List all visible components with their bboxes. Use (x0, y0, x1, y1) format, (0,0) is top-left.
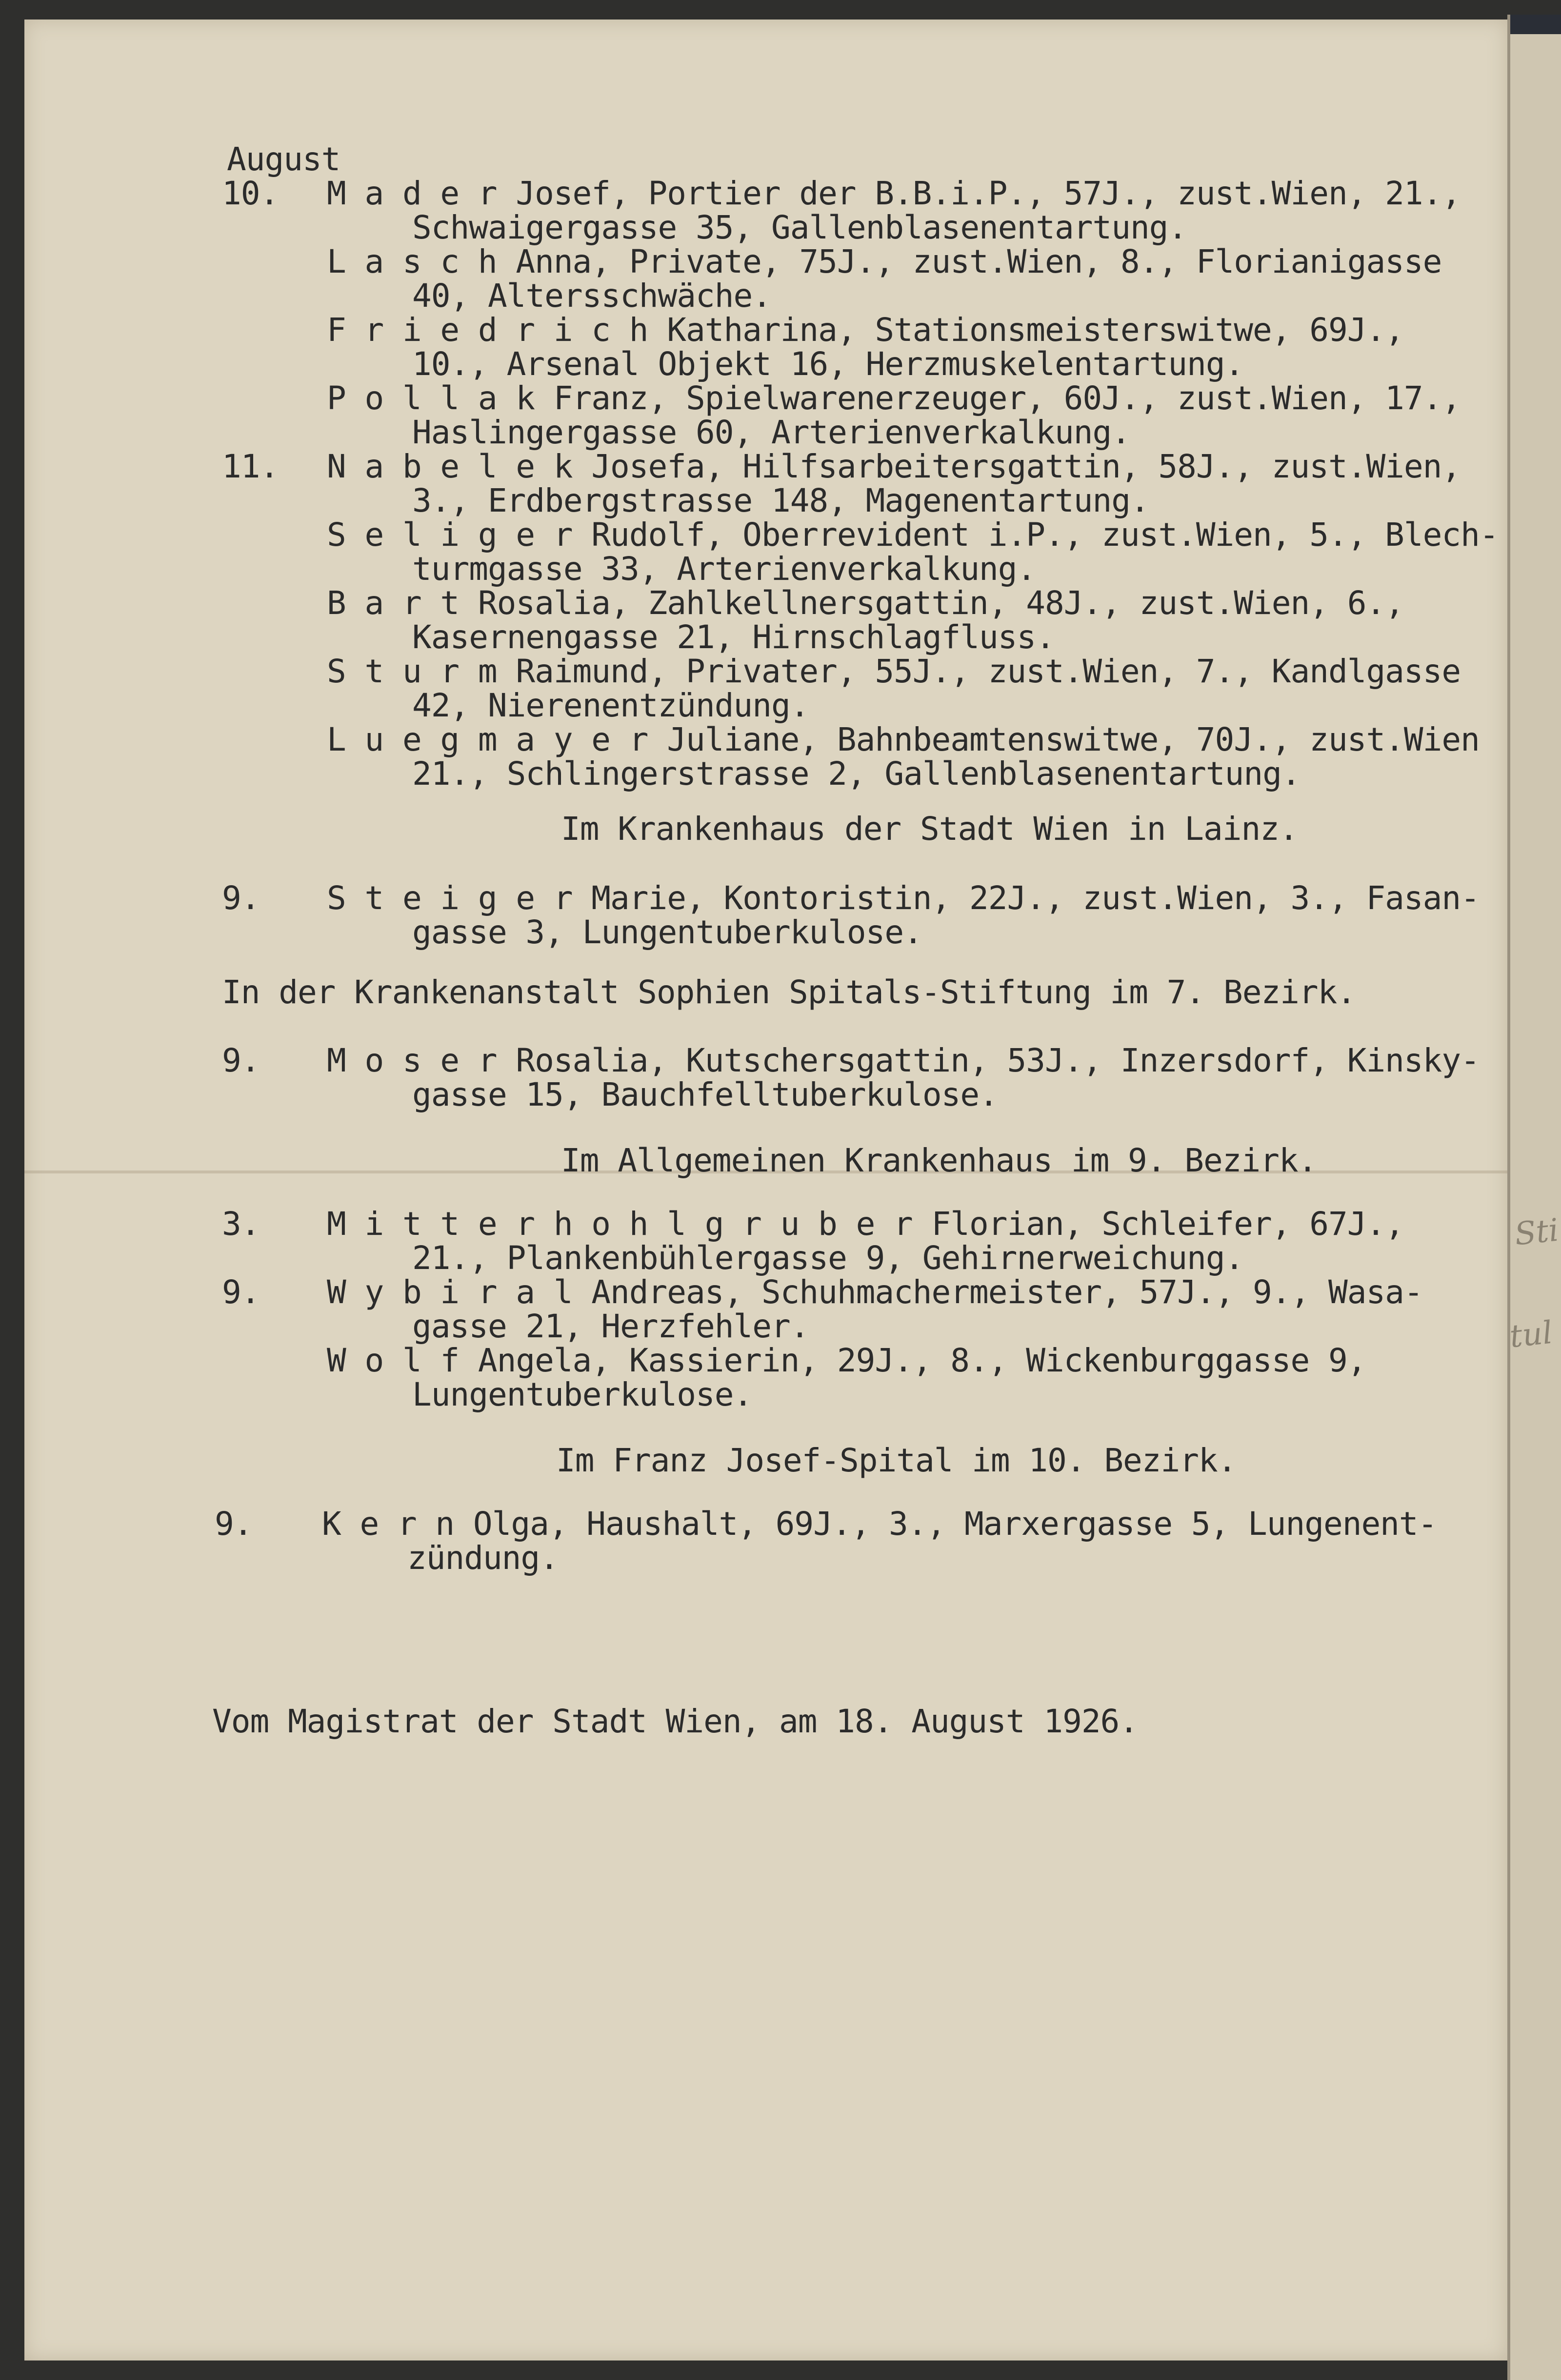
entry-day: 9. (222, 1042, 260, 1079)
entry-line: S t u r m Raimund, Privater, 55J., zust.Wien, 7., Kandlgasse (327, 653, 1461, 690)
section-heading: Im Krankenhaus der Stadt Wien in Lainz. (561, 810, 1298, 848)
entry-line: turmgasse 33, Arterienverkalkung. (412, 550, 1036, 588)
entry-line: zündung. (407, 1539, 559, 1577)
entry-line: Schwaigergasse 35, Gallenblasenentartung. (412, 209, 1187, 246)
entry-day: 9. (222, 1273, 260, 1311)
margin-pencil-mark: Sti (1513, 1212, 1561, 1253)
entry-line: 40, Altersschwäche. (412, 277, 771, 315)
entry-day: 9. (222, 879, 260, 917)
entry-line: M o s e r Rosalia, Kutschersgattin, 53J., Inzersdorf, Kinsky- (327, 1042, 1480, 1079)
entry-line: 10., Arsenal Objekt 16, Herzmuskelentartung. (412, 345, 1244, 383)
entry-line: 42, Nierenentzündung. (412, 687, 809, 724)
entry-line: N a b e l e k Josefa, Hilfsarbeitersgattin, 58J., zust.Wien, (327, 448, 1461, 485)
section-heading: Im Allgemeinen Krankenhaus im 9. Bezirk. (561, 1142, 1317, 1179)
entry-day: 11. (222, 448, 279, 485)
entry-day: 9. (215, 1505, 253, 1543)
entry-day: 10. (222, 175, 279, 212)
entry-line: gasse 21, Herzfehler. (412, 1308, 809, 1345)
month-heading: August (227, 140, 340, 178)
entry-line: gasse 3, Lungentuberkulose. (412, 913, 922, 951)
entry-line: Lungentuberkulose. (412, 1376, 753, 1413)
entry-line: B a r t Rosalia, Zahlkellnersgattin, 48J., zust.Wien, 6., (327, 584, 1404, 622)
entry-line: S e l i g e r Rudolf, Oberrevident i.P., zust.Wien, 5., Blech- (327, 516, 1499, 554)
entry-line: 3., Erdbergstrasse 148, Magenentartung. (412, 482, 1149, 519)
section-heading: In der Krankenanstalt Sophien Spitals-Stiftung im 7. Bezirk. (222, 973, 1356, 1011)
entry-line: Kasernengasse 21, Hirnschlagfluss. (412, 618, 1055, 656)
entry-line: M a d e r Josef, Portier der B.B.i.P., 57J., zust.Wien, 21., (327, 175, 1461, 212)
entry-line: W y b i r a l Andreas, Schuhmachermeister, 57J., 9., Wasa- (327, 1273, 1423, 1311)
entry-line: S t e i g e r Marie, Kontoristin, 22J., zust.Wien, 3., Fasan- (327, 879, 1480, 917)
entry-line: L u e g m a y e r Juliane, Bahnbeamtenswitwe, 70J., zust.Wien (327, 721, 1480, 758)
margin-pencil-mark: tul (1508, 1314, 1555, 1355)
entry-line: Haslingergasse 60, Arterienverkalkung. (412, 414, 1130, 451)
section-heading: Im Franz Josef-Spital im 10. Bezirk. (556, 1442, 1237, 1479)
entry-line: K e r n Olga, Haushalt, 69J., 3., Marxergasse 5, Lungenent- (322, 1505, 1437, 1543)
entry-line: P o l l a k Franz, Spielwarenerzeuger, 60J., zust.Wien, 17., (327, 379, 1461, 417)
signature-line: Vom Magistrat der Stadt Wien, am 18. August 1926. (212, 1703, 1139, 1740)
entry-line: 21., Plankenbühlergasse 9, Gehirnerweichung. (412, 1239, 1244, 1277)
entry-day: 3. (222, 1205, 260, 1243)
entry-line: 21., Schlingerstrasse 2, Gallenblasenentartung. (412, 755, 1301, 793)
entry-line: L a s c h Anna, Private, 75J., zust.Wien, 8., Florianigasse (327, 243, 1442, 280)
entry-line: F r i e d r i c h Katharina, Stationsmeisterswitwe, 69J., (327, 311, 1404, 349)
entry-line: gasse 15, Bauchfelltuberkulose. (412, 1076, 998, 1113)
entry-line: W o l f Angela, Kassierin, 29J., 8., Wickenburggasse 9, (327, 1342, 1366, 1379)
entry-line: M i t t e r h o h l g r u b e r Florian, Schleifer, 67J., (327, 1205, 1404, 1243)
